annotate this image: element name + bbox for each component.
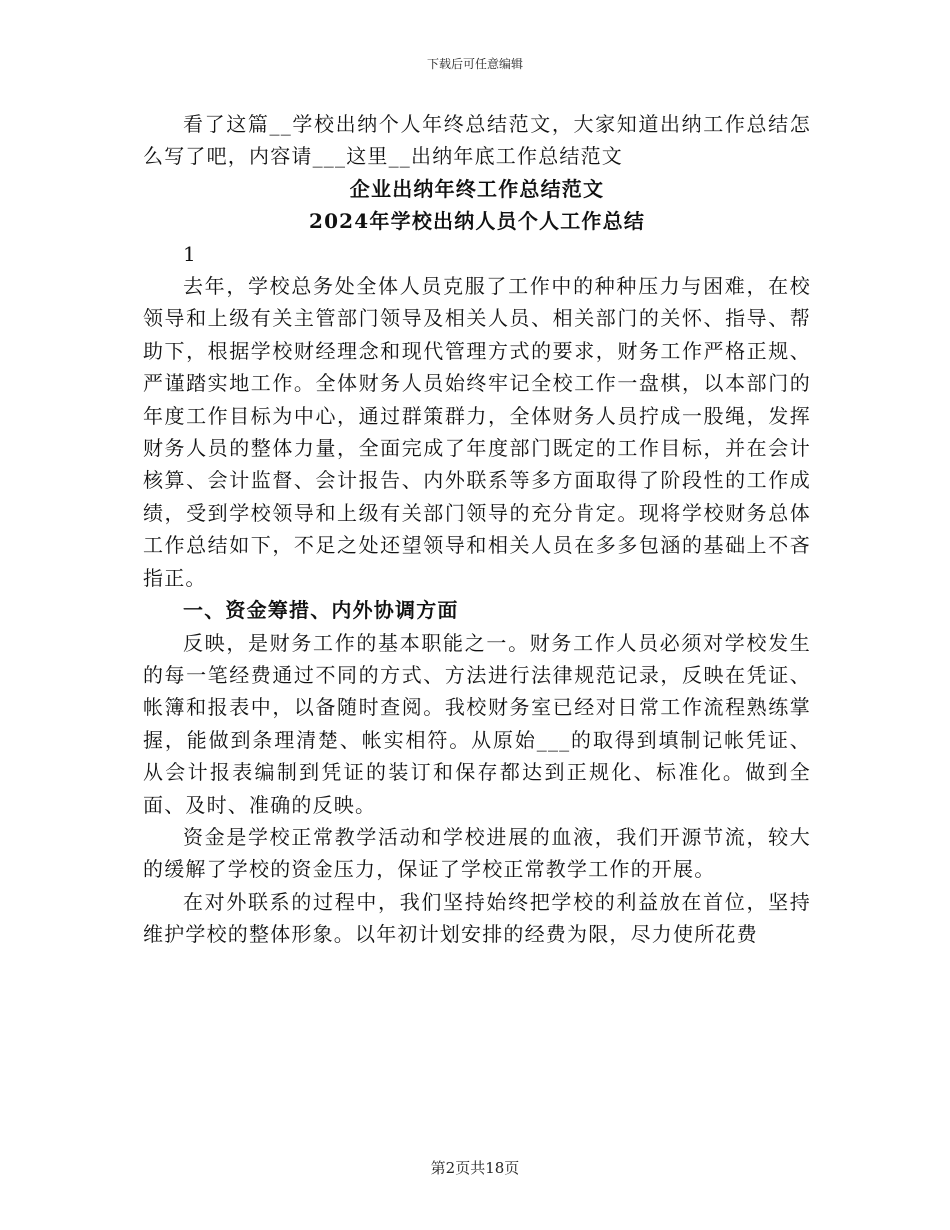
section-heading: 一、资金筹措、内外协调方面 xyxy=(183,598,459,623)
intro-paragraph: 看了这篇__学校出纳个人年终总结范文，大家知道出纳工作总结怎么写了吧，内容请___这里__出纳年底工作总结范文 xyxy=(143,112,811,169)
body-paragraph-2: 反映，是财务工作的基本职能之一。财务工作人员必须对学校发生的每一笔经费通过不同的方式、方法进行法律规范记录，反映在凭证、帐簿和报表中，以备随时查阅。我校财务室已经对日常工作流程熟练掌握，能做到条理清楚、帐实相符。从原始___的取得到填制记帐凭证、从会计报表编制到凭证的装订和保存都达到正规化、标准化。做到全面、及时、准确的反映。 xyxy=(143,630,811,817)
body-paragraph-3: 资金是学校正常教学活动和学校进展的血液，我们开源节流，较大的缓解了学校的资金压力，保证了学校正常教学工作的开展。 xyxy=(143,824,811,882)
section-number: 1 xyxy=(183,241,197,266)
body-paragraph-1: 去年，学校总务处全体人员克服了工作中的种种压力与困难，在校领导和上级有关主管部门领导及相关人员、相关部门的关怀、指导、帮助下，根据学校财经理念和现代管理方式的要求，财务工作严格正规、严谨踏实地工作。全体财务人员始终牢记全校工作一盘棋，以本部门的年度工作目标为中心，通过群策群力，全体财务人员拧成一股绳，发挥财务人员的整体力量，全面完成了年度部门既定的工作目标，并在会计核算、会计监督、会计报告、内外联系等多方面取得了阶段性的工作成绩，受到学校领导和上级有关部门领导的充分肯定。现将学校财务总体工作总结如下，不足之处还望领导和相关人员在多多包涵的基础上不吝指正。 xyxy=(143,274,811,590)
document-title: 企业出纳年终工作总结范文 xyxy=(349,176,605,201)
page-header-note: 下载后可任意编辑 xyxy=(426,57,523,71)
document-subtitle: 2024年学校出纳人员个人工作总结 xyxy=(308,209,646,234)
document-body xyxy=(143,108,811,951)
page-footer: 第2页共18页 xyxy=(430,1159,520,1177)
body-paragraph-4: 在对外联系的过程中，我们坚持始终把学校的利益放在首位，坚持维护学校的整体形象。以年初计划安排的经费为限，尽力使所花费 xyxy=(143,889,811,947)
